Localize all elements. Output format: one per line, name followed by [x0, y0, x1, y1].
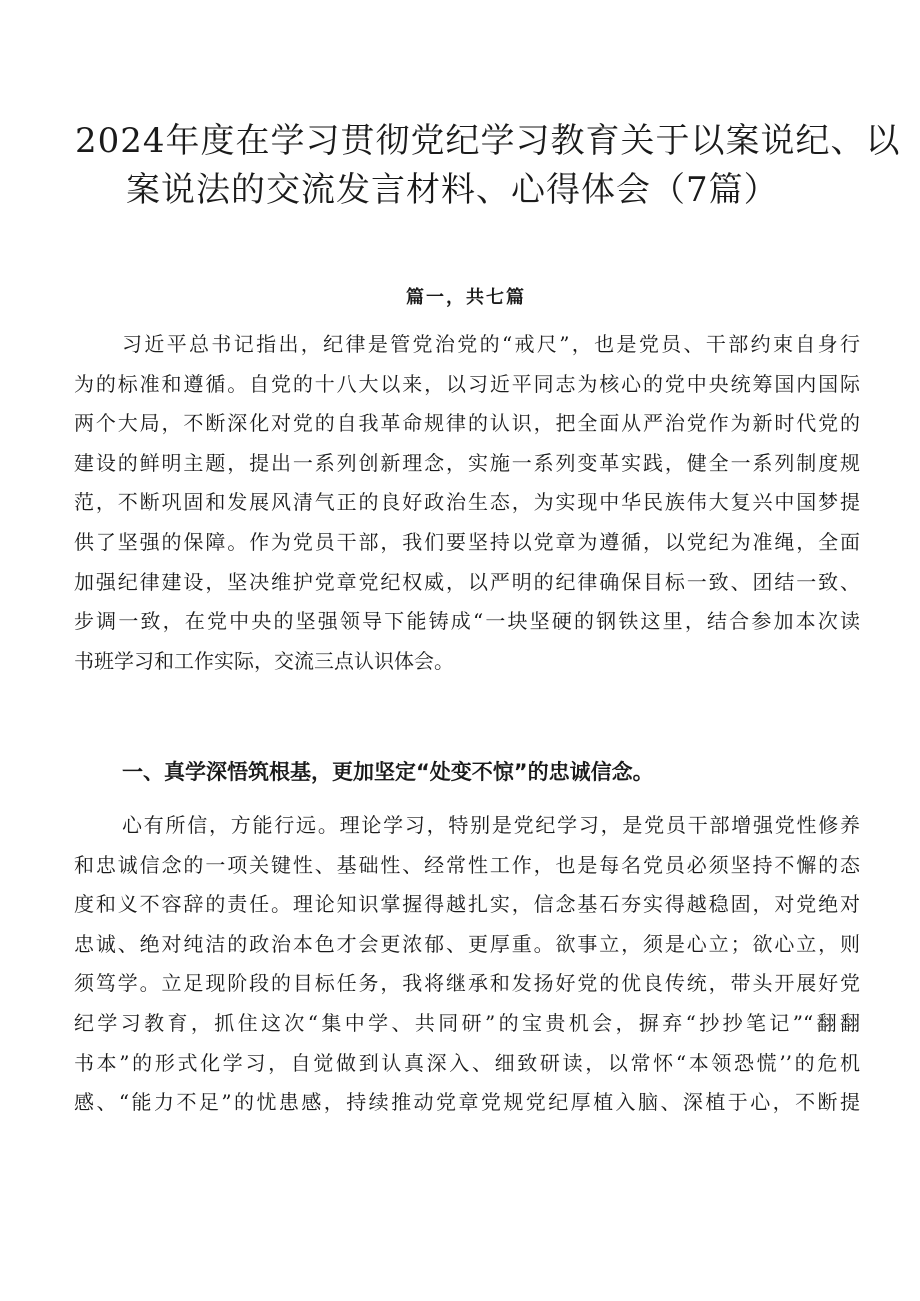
- paragraph-line: 习近平总书记指出，纪律是管党治党的“戒尺”，也是党员、干部约束自身行: [122, 332, 860, 356]
- paragraph-line: 加强纪律建设，坚决维护党章党纪权威，以严明的纪律确保目标一致、团结一致、: [74, 569, 860, 594]
- paragraph-line: 心有所信，方能行远。理论学习，特别是党纪学习，是党员干部增强党性修养: [122, 813, 860, 837]
- paragraph-line: 建设的鲜明主题，提出一系列创新理念，实施一系列变革实践，健全一系列制度规: [74, 450, 860, 475]
- paragraph-line: 度和义不容辞的责任。理论知识掌握得越扎实，信念基石夯实得越稳固，对党绝对: [74, 892, 860, 917]
- paragraph-line: 范，不断巩固和发展风清气正的良好政治生态，为实现中华民族伟大复兴中国梦提: [74, 490, 860, 515]
- paragraph-2: [74, 806, 860, 1123]
- paragraph-line: 感、“能力不足”的忧患感，持续推动党章党规党纪厚植入脑、深植于心，不断提: [74, 1090, 860, 1115]
- document-title: [60, 117, 901, 215]
- paragraph-line: 和忠诚信念的一项关键性、基础性、经常性工作，也是每名党员必须坚持不懈的态: [74, 852, 860, 877]
- section-label: 篇一，共七篇: [406, 287, 526, 308]
- paragraph-line: 为的标准和遵循。自党的十八大以来，以习近平同志为核心的党中央统筹国内国际: [74, 371, 860, 396]
- paragraph-line: 须笃学。立足现阶段的目标任务，我将继承和发扬好党的优良传统，带头开展好党: [74, 971, 860, 996]
- section-heading-1: 一、真学深悟筑根基，更加坚定“处变不惊”的忠诚信念。: [122, 760, 654, 784]
- title-line-2: 案说法的交流发言材料、心得体会（7篇）: [126, 170, 779, 210]
- paragraph-line: 书本”的形式化学习，自觉做到认真深入、细致研读，以常怀“本领恐慌’’的危机: [74, 1050, 860, 1075]
- paragraph-line: 纪学习教育，抓住这次“集中学、共同研”的宝贵机会，摒弃“抄抄笔记”“翻翻: [74, 1010, 860, 1035]
- paragraph-line: 两个大局，不断深化对党的自我革命规律的认识，把全面从严治党作为新时代党的: [74, 411, 860, 436]
- title-line-1: 2024年度在学习贯彻党纪学习教育关于以案说纪、以: [75, 121, 901, 161]
- paragraph-line: 供了坚强的保障。作为党员干部，我们要坚持以党章为遵循，以党纪为准绳，全面: [74, 529, 860, 554]
- paragraph-line: 步调一致，在党中央的坚强领导下能铸成“一块坚硬的钢铁这里，结合参加本次读: [74, 609, 860, 634]
- paragraph-1: [74, 325, 860, 681]
- paragraph-line: 忠诚、绝对纯洁的政治本色才会更浓郁、更厚重。欲事立，须是心立；欲心立，则: [74, 931, 860, 956]
- paragraph-line: 书班学习和工作实际，交流三点认识体会。: [74, 648, 454, 673]
